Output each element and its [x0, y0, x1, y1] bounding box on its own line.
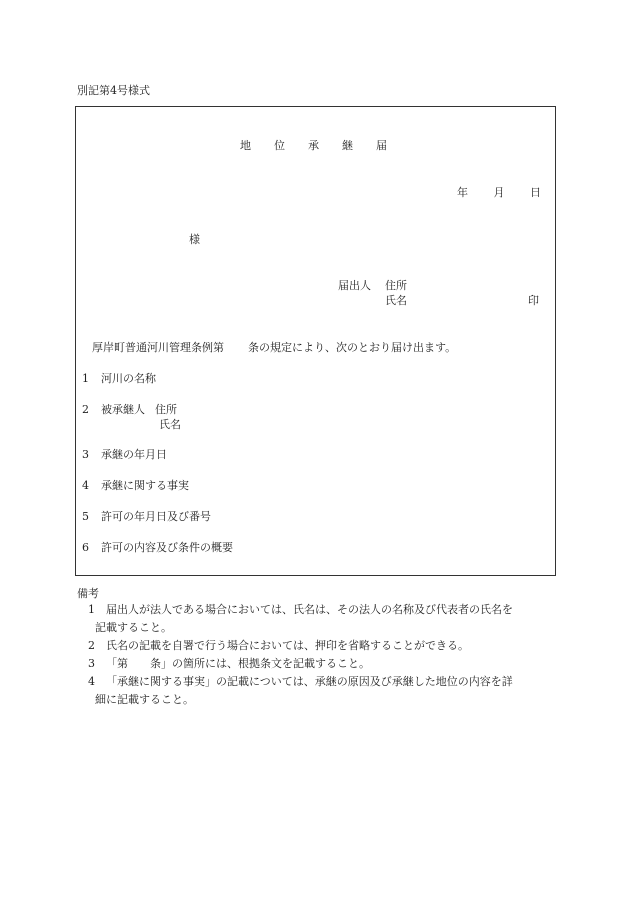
- form-item: 3 承継の年月日: [82, 448, 167, 461]
- form-item: 2 被承継人 住所: [82, 403, 177, 416]
- statement: [92, 341, 456, 355]
- notes-heading: 備考: [77, 587, 99, 600]
- predecessor-address-label: 住所: [155, 403, 177, 416]
- applicant-address-label: 住所: [385, 279, 407, 292]
- form-title: 地 位 承 継 届: [240, 139, 393, 152]
- form-item: 5 許可の年月日及び番号: [82, 510, 211, 523]
- statement-prefix: 厚岸町普通河川管理条例第: [92, 341, 224, 354]
- addressee-suffix: 様: [189, 233, 200, 246]
- note-continuation: 記載すること。: [95, 621, 172, 634]
- note-item: 2 氏名の記載を自署で行う場合においては、押印を省略することができる。: [88, 639, 469, 652]
- predecessor-name-label: 氏名: [159, 418, 181, 431]
- date-day: 日: [530, 186, 541, 199]
- date-month: 月: [493, 186, 505, 199]
- applicant-name-label: 氏名: [385, 294, 407, 307]
- note-item: 3 「第 条」の箇所には、根拠条文を記載すること。: [88, 657, 370, 670]
- form-item: 6 許可の内容及び条件の概要: [82, 541, 233, 554]
- form-item: 4 承継に関する事実: [82, 479, 189, 492]
- note-item: 1 届出人が法人である場合においては、氏名は、その法人の名称及び代表者の氏名を: [88, 603, 513, 616]
- seal-mark: 印: [528, 294, 539, 307]
- note-item: 4 「承継に関する事実」の記載については、承継の原因及び承継した地位の内容を詳: [88, 675, 513, 688]
- statement-suffix: 条の規定により、次のとおり届け出ます。: [248, 341, 457, 354]
- note-continuation: 細に記載すること。: [95, 693, 194, 706]
- applicant-label: 届出人: [338, 279, 371, 292]
- form-label: 別記第4号様式: [77, 84, 150, 97]
- form-item: 1 河川の名称: [82, 372, 156, 385]
- date-year: 年: [457, 186, 468, 199]
- date-line: [457, 186, 541, 200]
